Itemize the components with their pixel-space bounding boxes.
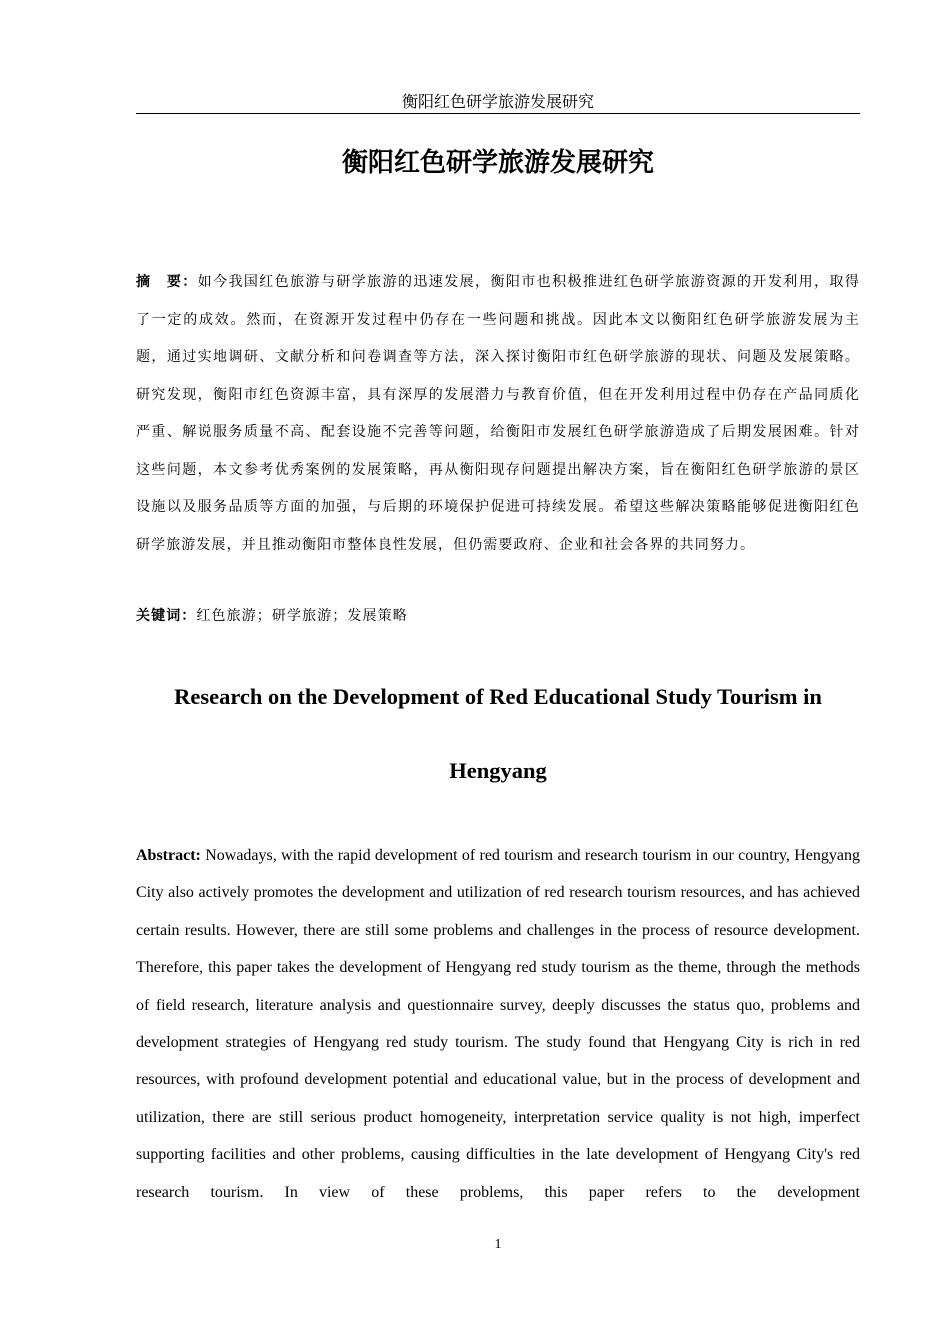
running-header: 衡阳红色研学旅游发展研究 — [401, 92, 594, 111]
chinese-abstract — [136, 264, 860, 564]
chinese-keywords — [136, 601, 860, 631]
english-abstract-label: Abstract: — [136, 847, 201, 864]
header-divider — [136, 113, 860, 114]
chinese-keywords-label: 关键词： — [136, 608, 197, 624]
chinese-title: 衡阳红色研学旅游发展研究 — [341, 148, 654, 178]
chinese-keywords-text: 红色旅游；研学旅游；发展策略 — [196, 608, 408, 624]
page-number: 1 — [494, 1237, 502, 1252]
english-abstract-text: Nowadays, with the rapid development of red tourism and research tourism in our country, Hengyang City also actively promotes the development and utilization of red research tourism resources, and has achieved certain results. However, there are still some problems and challenges in the process of resource development. Therefore, this paper takes the development of Hengyang red study tourism as the theme, through the methods of field research, literature analysis and questionnaire survey, deeply discusses the status quo, problems and development strategies of Hengyang red study tourism. The study found that Hengyang City is rich in red resources, with profound development potential and educational value, but in the process of development and utilization, there are still serious product homogeneity, interpretation service quality is not high, imperfect supporting facilities and other problems, causing difficulties in the late development of Hengyang City's red research tourism. In view of these problems, this paper refers to the development — [136, 847, 861, 1201]
english-abstract — [136, 837, 860, 1211]
chinese-abstract-label: 摘 要： — [136, 274, 198, 290]
chinese-abstract-text: 如今我国红色旅游与研学旅游的迅速发展，衡阳市也积极推进红色研学旅游资源的开发利用，取得了一定的成效。然而，在资源开发过程中仍存在一些问题和挑战。因此本文以衡阳红色研学旅游发展为主题，通过实地调研、文献分析和问卷调查等方法，深入探讨衡阳市红色研学旅游的现状、问题及发展策略。研究发现，衡阳市红色资源丰富，具有深厚的发展潜力与教育价值，但在开发利用过程中仍存在产品同质化严重、解说服务质量不高、配套设施不完善等问题，给衡阳市发展红色研学旅游造成了后期发展困难。针对这些问题，本文参考优秀案例的发展策略，再从衡阳现存问题提出解决方案，旨在衡阳红色研学旅游的景区设施以及服务品质等方面的加强，与后期的环境保护促进可持续发展。希望这些解决策略能够促进衡阳红色研学旅游发展，并且推动衡阳市整体良性发展，但仍需要政府、企业和社会各界的共同努力。 — [136, 274, 860, 553]
english-title: Research on the Development of Red Educational Study Tourism in Hengyang — [174, 684, 822, 783]
